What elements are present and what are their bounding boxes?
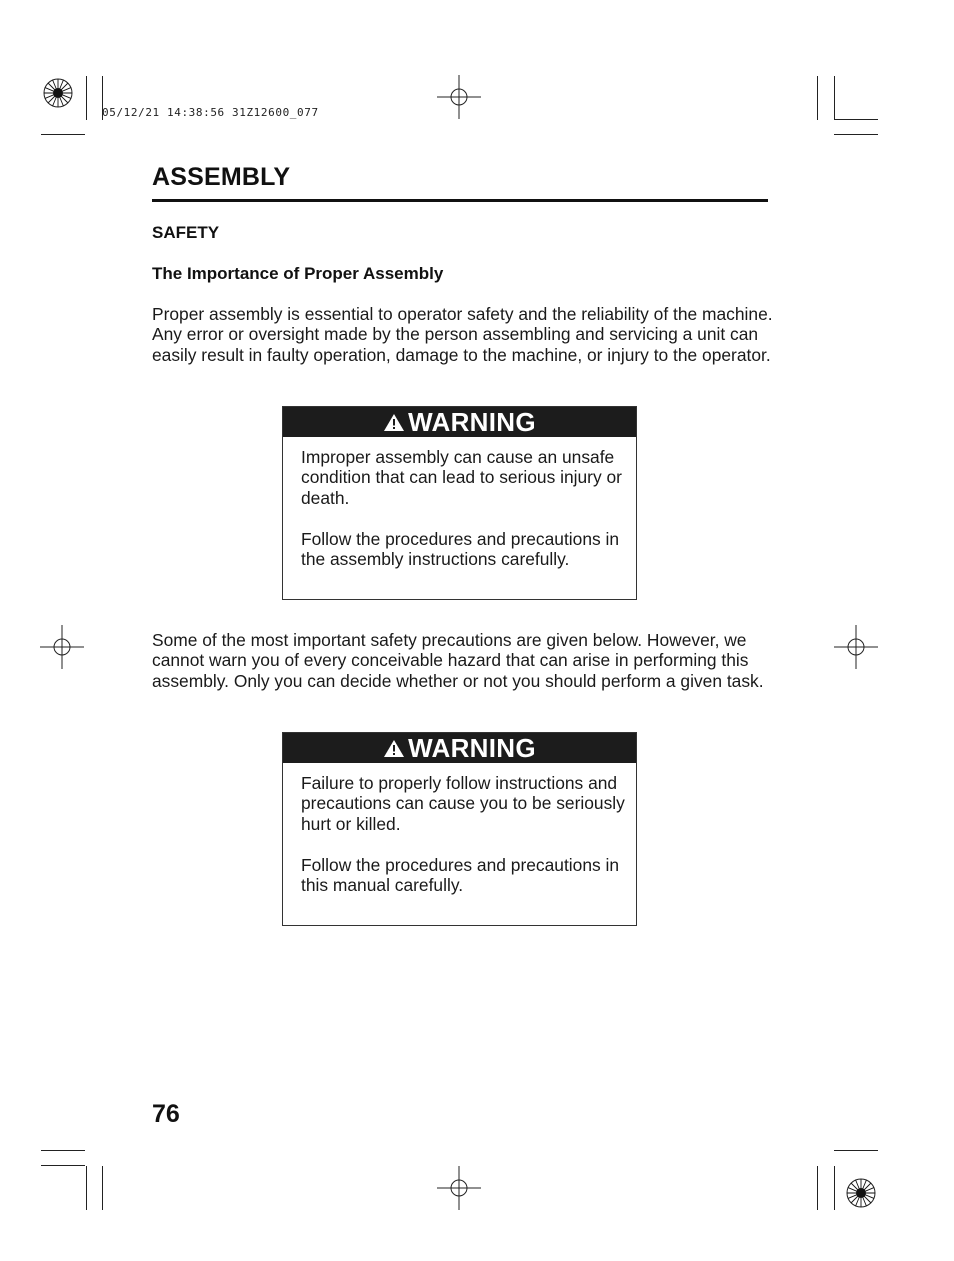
crop-mark-line	[41, 1150, 85, 1151]
starburst-target-icon	[846, 1178, 876, 1208]
registration-mark-icon	[437, 75, 481, 119]
title-underline	[152, 199, 768, 202]
registration-mark-icon	[437, 1166, 481, 1210]
registration-mark-icon	[40, 625, 84, 669]
warning-box	[282, 732, 637, 926]
warning-box	[282, 406, 637, 600]
subheading-importance: The Importance of Proper Assembly	[152, 264, 444, 283]
section-title: ASSEMBLY	[152, 163, 291, 191]
subheading-safety: SAFETY	[152, 223, 220, 242]
crop-mark-line	[817, 1166, 818, 1210]
warning-body	[283, 763, 636, 904]
warning-triangle-icon	[383, 413, 405, 432]
page-number: 76	[152, 1100, 180, 1128]
warning-text: Improper assembly can cause an unsafe condition that can lead to serious injury or death.	[301, 447, 622, 508]
crop-mark-line	[41, 1165, 85, 1166]
crop-mark-line	[834, 134, 878, 135]
registration-mark-icon	[834, 625, 878, 669]
warning-text: Follow the procedures and precautions in this manual carefully.	[301, 854, 620, 896]
crop-mark-line	[86, 1166, 87, 1210]
warning-header	[283, 733, 636, 763]
warning-label: WARNING	[408, 733, 536, 763]
precautions-paragraph: Some of the most important safety precautions are given below. However, we cannot warn you of every conceivable hazard that can arise in performing this assembly. Only you can decide whether or not you should perform a given task.	[152, 630, 764, 691]
warning-text: Follow the procedures and precautions in the assembly instructions carefully.	[301, 528, 620, 570]
warning-header	[283, 407, 636, 437]
print-timestamp: 05/12/21 14:38:56 31Z12600_077	[102, 106, 319, 119]
crop-mark-line	[41, 134, 85, 135]
starburst-target-icon	[43, 78, 73, 108]
warning-body	[283, 437, 636, 578]
crop-mark-line	[834, 1150, 878, 1151]
warning-label: WARNING	[408, 407, 536, 437]
crop-mark-line	[86, 76, 87, 120]
crop-mark-line	[817, 76, 818, 120]
crop-mark-line	[102, 1166, 103, 1210]
warning-text: Failure to properly follow instructions and precautions can cause you to be seriously hurt or killed.	[301, 773, 625, 834]
intro-paragraph: Proper assembly is essential to operator safety and the reliability of the machine. Any error or oversight made by the person assembling and servicing a unit can easily result in faulty operation, damage to the machine, or injury to the operator.	[152, 304, 773, 365]
crop-mark-line	[834, 119, 878, 120]
crop-mark-line	[834, 1166, 835, 1210]
crop-mark-line	[834, 76, 835, 120]
warning-triangle-icon	[383, 739, 405, 758]
